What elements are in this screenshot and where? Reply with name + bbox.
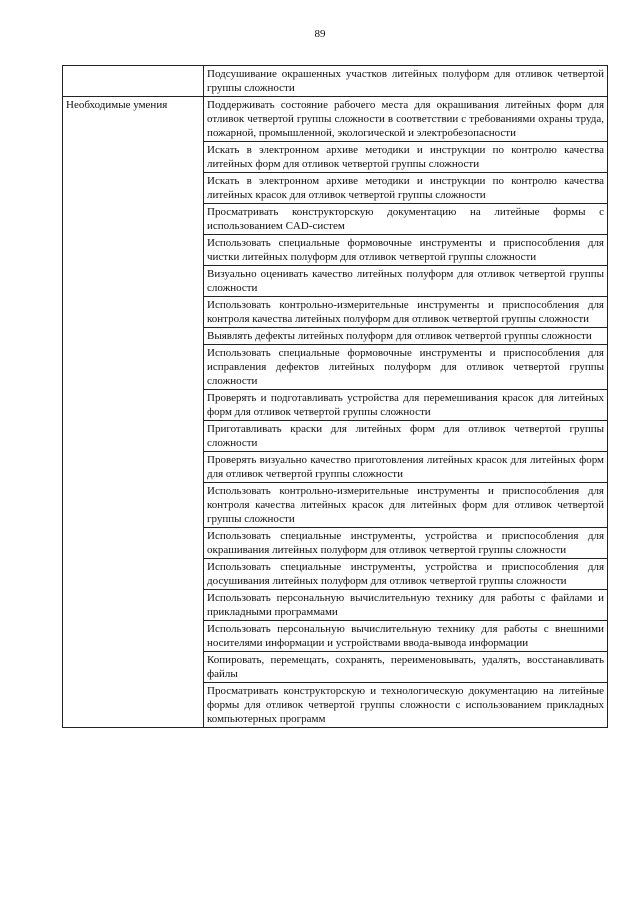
table-cell: Копировать, перемещать, сохранять, переименовывать, удалять, восстанавливать файлы bbox=[204, 652, 608, 683]
table-cell: Подсушивание окрашенных участков литейных полуформ для отливок четвертой группы сложности bbox=[204, 66, 608, 97]
table-cell: Визуально оценивать качество литейных полуформ для отливок четвертой группы сложности bbox=[204, 266, 608, 297]
row-label bbox=[63, 66, 204, 97]
table-cell: Использовать контрольно-измерительные инструменты и приспособления для контроля качества литейных полуформ для отливок четвертой группы сложности bbox=[204, 297, 608, 328]
table-cell: Использовать специальные инструменты, устройства и приспособления для досушивания литейных полуформ для отливок четвертой группы сложности bbox=[204, 559, 608, 590]
table-cell: Просматривать конструкторскую и технологическую документацию на литейные формы для отливок четвертой группы сложности с использованием прикладных компьютерных программ bbox=[204, 683, 608, 728]
table-cell: Использовать специальные инструменты, устройства и приспособления для окрашивания литейных полуформ для отливок четвертой группы сложности bbox=[204, 528, 608, 559]
page-number: 89 bbox=[314, 28, 326, 40]
table-cell: Использовать специальные формовочные инструменты и приспособления для чистки литейных полуформ для отливок четвертой группы сложности bbox=[204, 235, 608, 266]
table-cell: Выявлять дефекты литейных полуформ для отливок четвертой группы сложности bbox=[204, 328, 608, 345]
table-cell: Поддерживать состояние рабочего места для окрашивания литейных форм для отливок четвертой группы сложности в соответствии с требованиями охраны труда, пожарной, промышленной, экологической и электробезопасности bbox=[204, 97, 608, 142]
table-cell: Проверять визуально качество приготовления литейных красок для литейных форм для отливок четвертой группы сложности bbox=[204, 452, 608, 483]
table-cell: Приготавливать краски для литейных форм для отливок четвертой группы сложности bbox=[204, 421, 608, 452]
table-cell: Искать в электронном архиве методики и инструкции по контролю качества литейных красок для отливок четвертой группы сложности bbox=[204, 173, 608, 204]
table-cell: Использовать персональную вычислительную технику для работы с файлами и прикладными программами bbox=[204, 590, 608, 621]
table-body bbox=[63, 66, 608, 728]
table-cell: Использовать контрольно-измерительные инструменты и приспособления для контроля качества литейных красок для литейных форм для отливок четвертой группы сложности bbox=[204, 483, 608, 528]
requirements-table bbox=[62, 65, 608, 728]
table-cell: Проверять и подготавливать устройства для перемешивания красок для литейных форм для отливок четвертой группы сложности bbox=[204, 390, 608, 421]
row-label: Необходимые умения bbox=[63, 97, 204, 728]
table-row bbox=[63, 97, 608, 142]
table-cell: Использовать персональную вычислительную технику для работы с внешними носителями информации и устройствами ввода-вывода информации bbox=[204, 621, 608, 652]
table-cell: Искать в электронном архиве методики и инструкции по контролю качества литейных форм для отливок четвертой группы сложности bbox=[204, 142, 608, 173]
table-cell: Использовать специальные формовочные инструменты и приспособления для исправления дефектов литейных полуформ для отливок четвертой группы сложности bbox=[204, 345, 608, 390]
table-cell: Просматривать конструкторскую документацию на литейные формы с использованием CAD-систем bbox=[204, 204, 608, 235]
table-row bbox=[63, 66, 608, 97]
